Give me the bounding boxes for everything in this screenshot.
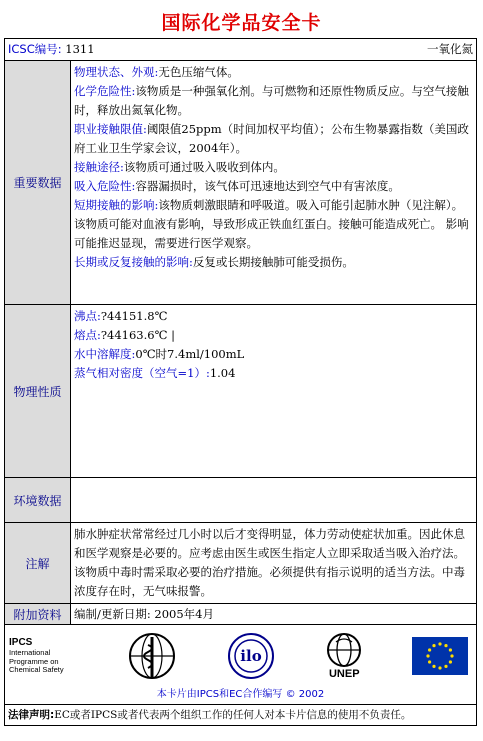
ilo-logo-icon: [225, 631, 277, 681]
legal-notice: [5, 705, 476, 725]
important-data-content: [71, 61, 476, 274]
ipcs-logo: IPCS International Programme on Chemical Safety: [9, 637, 64, 675]
item-short-term-effects: 短期接触的影响:该物质刺激眼睛和呼吸道。吸入可能引起肺水肿（见注解）。 该物质可能对血液有影响，导致形成正铁血红蛋白。接触可能造成死亡。 影响可能推迟显现，需要进行医学观察。: [74, 198, 469, 250]
legal-row: [5, 705, 477, 726]
physical-properties-row: [5, 305, 477, 478]
eu-flag-icon: [412, 637, 468, 675]
footer-caption: 本卡片由IPCS和EC合作编写 © 2002: [156, 689, 325, 700]
item-exposure-routes: 接触途径:该物质可通过吸入吸收到体内。: [74, 160, 285, 174]
physical-properties-content: [71, 305, 476, 385]
icsc-value: 1311: [65, 42, 95, 56]
legal-text: EC或者IPCS或者代表两个组织工作的任何人对本卡片信息的使用不负责任。: [54, 709, 412, 721]
legal-label: 法律声明:: [8, 709, 55, 721]
prop-vapour-density: 蒸气相对密度（空气=1）:1.04: [74, 366, 236, 380]
environment-content: [71, 478, 476, 482]
header-row: [5, 39, 477, 61]
prop-boiling-point: 沸点:?44151.8℃: [74, 309, 168, 323]
additional-info-label: 附加资料: [5, 604, 71, 625]
important-data-label: 重要数据: [5, 61, 71, 305]
additional-info-content: 编制/更新日期: 2005年4月: [74, 607, 214, 621]
additional-info-row: [5, 604, 477, 625]
item-inhalation-risk: 吸入危险性:容器漏损时，该气体可迅速地达到空气中有害浓度。: [74, 179, 400, 193]
notes-label: 注解: [5, 523, 71, 604]
environment-label: 环境数据: [5, 478, 71, 523]
safety-card-table: [4, 38, 477, 726]
notes-content: 肺水肿症状常常经过几小时以后才变得明显，体力劳动使症状加重。因此休息和医学观察是必要的。应考虑由医生或医生指定人立即采取适当吸入治疗法。该物质中毒时需采取必要的治疗措施。必须提供有指示说明的适当方法。中毒浓度存在时，无气味报警。: [74, 527, 465, 598]
unep-globe-icon: [324, 632, 364, 668]
item-appearance: 物理状态、外观:无色压缩气体。: [74, 65, 239, 79]
logo-strip: [5, 625, 476, 683]
item-long-term-effects: 长期或反复接触的影响:反复或长期接触肺可能受损伤。: [74, 255, 354, 269]
icsc-label: ICSC编号:: [8, 42, 62, 56]
footer-logos-row: [5, 625, 477, 705]
important-data-row: [5, 61, 477, 305]
prop-melting-point: 熔点:?44163.6℃ |: [74, 328, 175, 342]
icsc-number: [8, 39, 95, 59]
physical-properties-label: 物理性质: [5, 305, 71, 478]
item-exposure-limits: 职业接触限值:阈限值25ppm（时间加权平均值）；公布生物暴露指数（美国政府工业卫生学家会议，2004年）。: [74, 122, 469, 155]
chemical-name: 一氧化氮: [427, 42, 474, 56]
item-chemical-hazard: 化学危险性:该物质是一种强氧化剂。与可燃物和还原性物质反应。与空气接触时，释放出氮氧化物。: [74, 84, 469, 117]
prop-water-solubility: 水中溶解度:0℃时7.4ml/100mL: [74, 347, 245, 361]
unep-text: UNEP: [328, 668, 360, 680]
card-title: 国际化学品安全卡: [161, 12, 322, 34]
environment-row: [5, 478, 477, 523]
who-logo-icon: [127, 631, 177, 681]
unep-logo: [324, 632, 364, 680]
svg-text:ilo: ilo: [239, 647, 262, 665]
notes-row: [5, 523, 477, 604]
